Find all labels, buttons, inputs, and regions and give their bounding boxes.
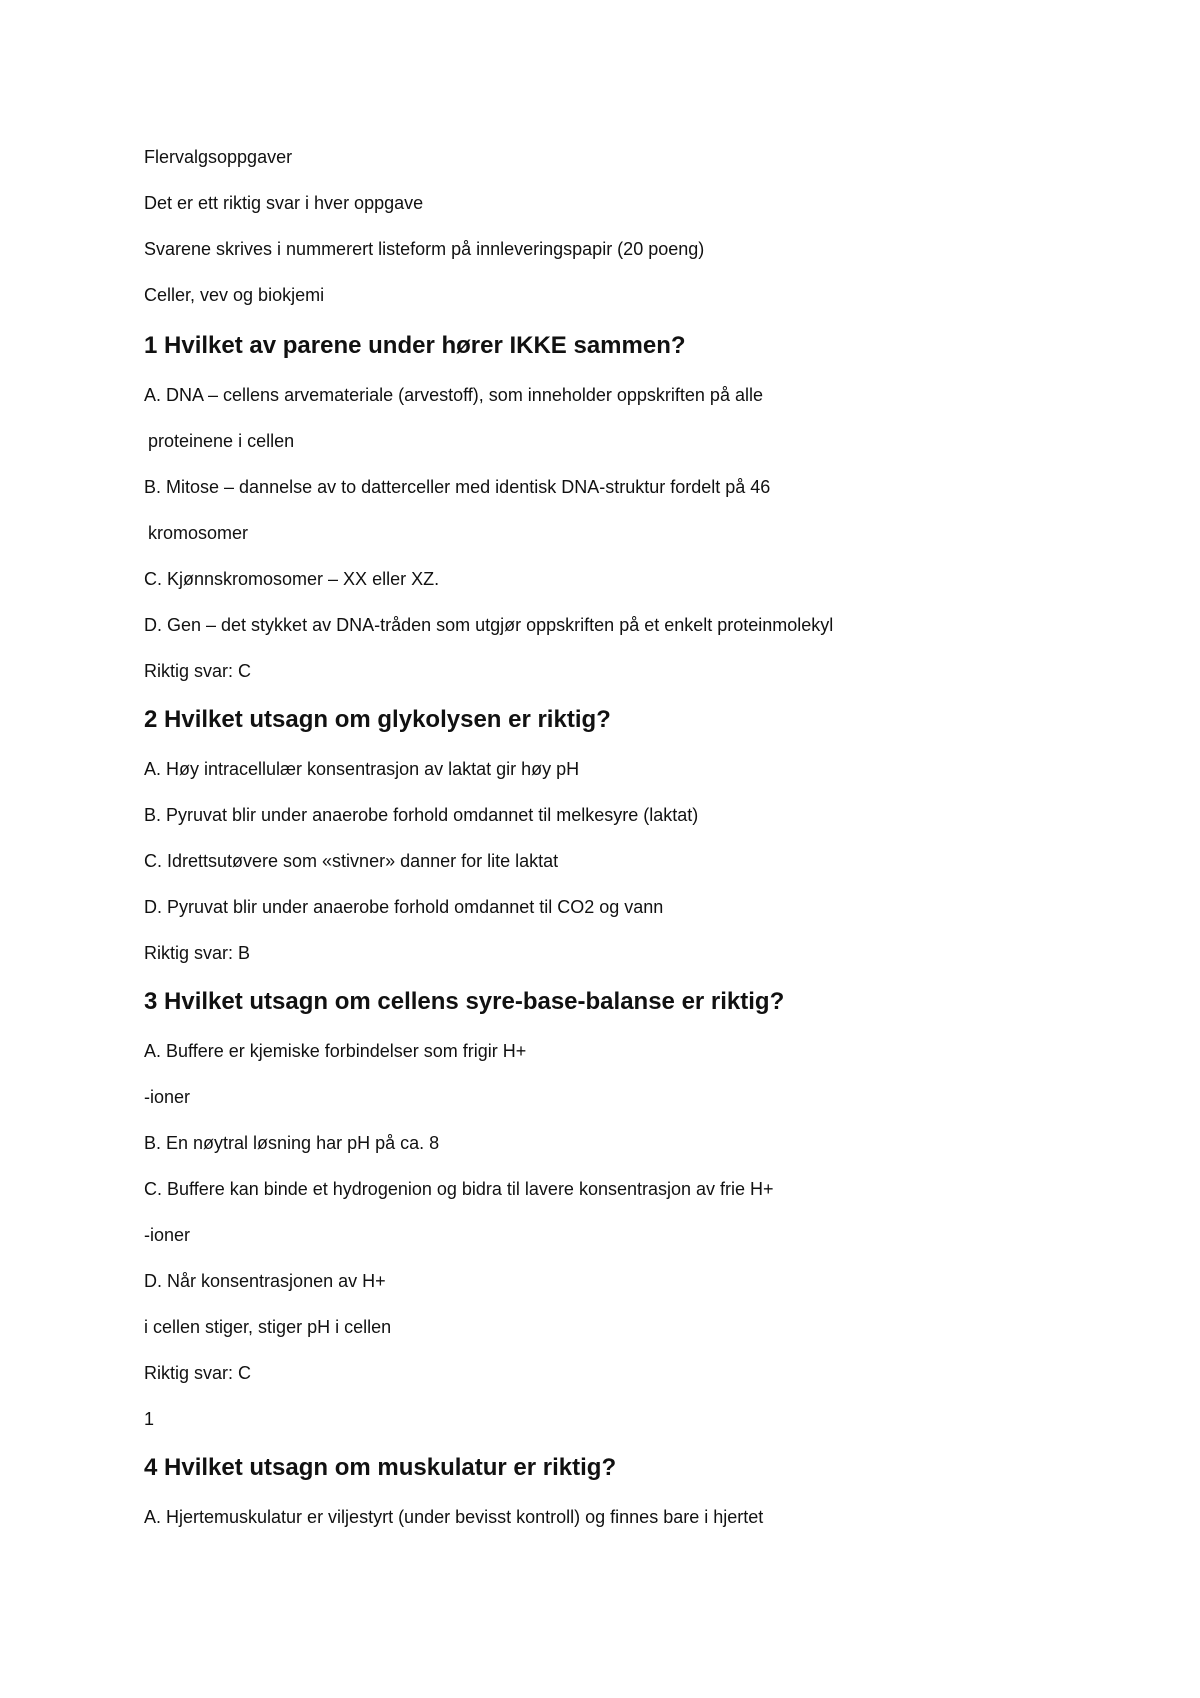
instruction-line: Det er ett riktig svar i hver oppgave <box>144 193 424 213</box>
option-b: B. Pyruvat blir under anaerobe forhold omdannet til melkesyre (laktat) <box>144 805 699 825</box>
option-c: C. Kjønnskromosomer – XX eller XZ. <box>144 569 440 589</box>
option-d: D. Når konsentrasjonen av H+ <box>144 1271 386 1291</box>
option-a: A. Buffere er kjemiske forbindelser som frigir H+ <box>144 1041 527 1061</box>
option-c: C. Idrettsutøvere som «stivner» danner for lite laktat <box>144 851 559 871</box>
option-a: A. Høy intracellulær konsentrasjon av laktat gir høy pH <box>144 759 580 779</box>
instruction-line: Svarene skrives i nummerert listeform på innleveringspapir (20 poeng) <box>144 239 705 259</box>
page-number: 1 <box>144 1409 155 1429</box>
option-c-continued: -ioner <box>144 1225 191 1245</box>
question-2-title: 2 Hvilket utsagn om glykolysen er riktig? <box>144 706 611 733</box>
option-a-continued: proteinene i cellen <box>148 431 295 451</box>
option-b-continued: kromosomer <box>148 523 249 543</box>
option-d: D. Gen – det stykket av DNA-tråden som utgjør oppskriften på et enkelt proteinmolekyl <box>144 615 834 635</box>
question-4-title: 4 Hvilket utsagn om muskulatur er riktig? <box>144 1454 617 1481</box>
question-3-title: 3 Hvilket utsagn om cellens syre-base-balanse er riktig? <box>144 988 785 1015</box>
section-heading: Celler, vev og biokjemi <box>144 285 325 305</box>
option-d-continued: i cellen stiger, stiger pH i cellen <box>144 1317 392 1337</box>
correct-answer: Riktig svar: C <box>144 1363 252 1383</box>
option-a: A. DNA – cellens arvemateriale (arvestoff), som inneholder oppskriften på alle <box>144 385 763 405</box>
option-b: B. En nøytral løsning har pH på ca. 8 <box>144 1133 440 1153</box>
option-b: B. Mitose – dannelse av to datterceller med identisk DNA-struktur fordelt på 46 <box>144 477 771 497</box>
option-c: C. Buffere kan binde et hydrogenion og bidra til lavere konsentrasjon av frie H+ <box>144 1179 774 1199</box>
option-a-continued: -ioner <box>144 1087 191 1107</box>
question-1-title: 1 Hvilket av parene under hører IKKE sammen? <box>144 332 686 359</box>
correct-answer: Riktig svar: B <box>144 943 251 963</box>
option-a: A. Hjertemuskulatur er viljestyrt (under bevisst kontroll) og finnes bare i hjertet <box>144 1507 764 1527</box>
document-title: Flervalgsoppgaver <box>144 147 293 167</box>
correct-answer: Riktig svar: C <box>144 661 252 681</box>
option-d: D. Pyruvat blir under anaerobe forhold omdannet til CO2 og vann <box>144 897 664 917</box>
